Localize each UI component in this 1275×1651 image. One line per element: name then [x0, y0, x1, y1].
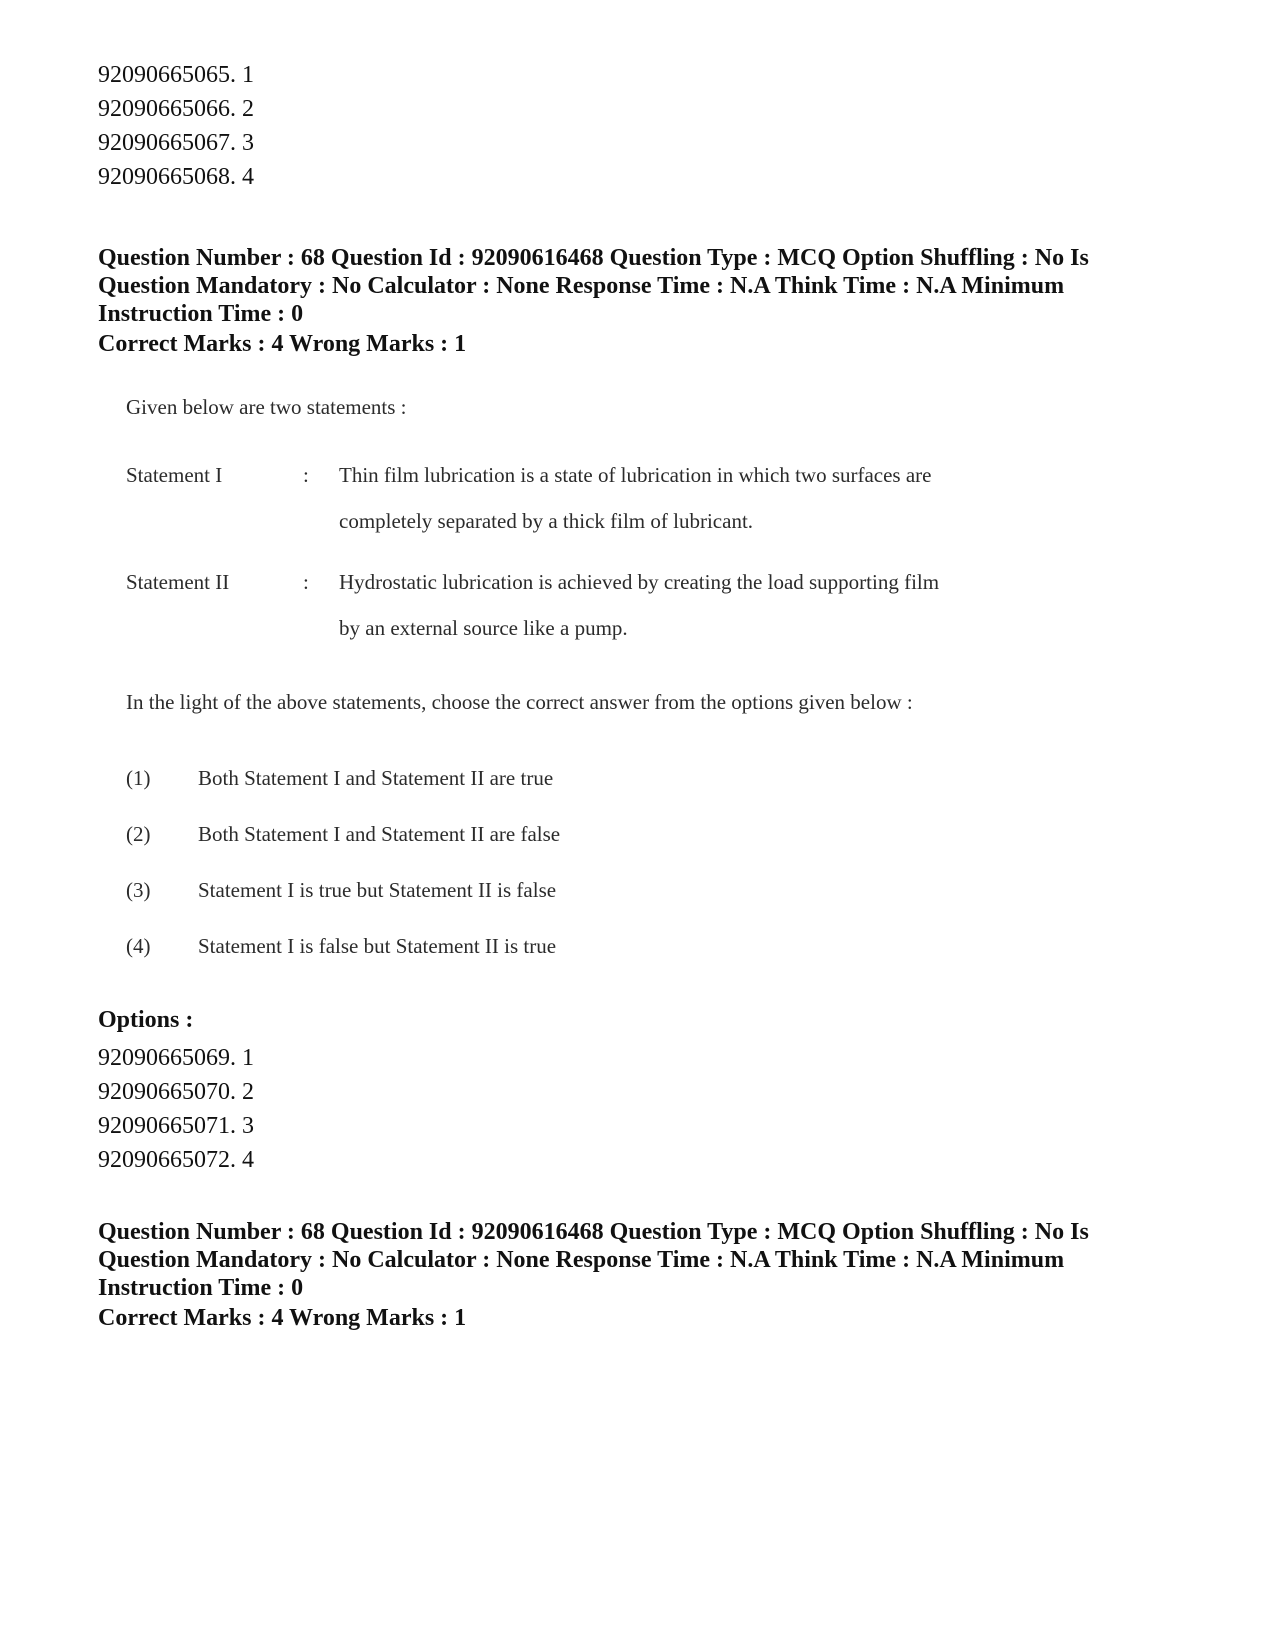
header-line: Question Number : 68 Question Id : 92090616468 Question Type : MCQ Option Shuffling : No Is	[98, 245, 1089, 271]
option-line: 92090665067. 3	[98, 130, 254, 156]
next-question-marks: Correct Marks : 4 Wrong Marks : 1	[98, 1305, 467, 1331]
choice-text: Statement I is true but Statement II is false	[198, 878, 557, 902]
options-list	[98, 1041, 254, 1177]
options-label: Options :	[98, 1007, 194, 1033]
statement-2-colon: :	[303, 570, 309, 594]
option-line: 92090665068. 4	[98, 164, 254, 190]
question-intro: Given below are two statements :	[126, 395, 407, 419]
header-line: Question Number : 68 Question Id : 92090616468 Question Type : MCQ Option Shuffling : No Is	[98, 1219, 1089, 1245]
statement-1-line-2: completely separated by a thick film of lubricant.	[339, 509, 754, 533]
option-line: 92090665065. 1	[98, 62, 254, 88]
statement-1-colon: :	[303, 463, 309, 487]
option-line: 92090665071. 3	[98, 1113, 254, 1139]
header-line: Instruction Time : 0	[98, 301, 304, 327]
option-line: 92090665072. 4	[98, 1147, 254, 1173]
question-marks: Correct Marks : 4 Wrong Marks : 1	[98, 331, 467, 357]
header-line: Question Mandatory : No Calculator : None Response Time : N.A Think Time : N.A Minimum	[98, 1247, 1065, 1273]
option-line: 92090665066. 2	[98, 96, 254, 122]
choice-text: Both Statement I and Statement II are false	[198, 822, 561, 846]
header-line: Instruction Time : 0	[98, 1275, 304, 1301]
choice-number: (4)	[126, 934, 151, 958]
statement-2-label: Statement II	[126, 570, 230, 594]
choice-text: Statement I is false but Statement II is true	[198, 934, 557, 958]
previous-options-list	[98, 58, 254, 194]
statement-2-line-1: Hydrostatic lubrication is achieved by creating the load supporting film	[339, 570, 940, 594]
option-line: 92090665070. 2	[98, 1079, 254, 1105]
option-line: 92090665069. 1	[98, 1045, 254, 1071]
choice-number: (3)	[126, 878, 151, 902]
choice-number: (2)	[126, 822, 151, 846]
next-question-header	[98, 1218, 1178, 1302]
choice-number: (1)	[126, 766, 151, 790]
statement-1-label: Statement I	[126, 463, 223, 487]
question-body	[126, 395, 1086, 958]
statement-2-line-2: by an external source like a pump.	[339, 616, 628, 640]
question-instruction: In the light of the above statements, choose the correct answer from the options given below :	[126, 690, 913, 714]
statement-1-line-1: Thin film lubrication is a state of lubrication in which two surfaces are	[339, 463, 932, 487]
question-header	[98, 244, 1178, 328]
header-line: Question Mandatory : No Calculator : None Response Time : N.A Think Time : N.A Minimum	[98, 273, 1065, 299]
choice-text: Both Statement I and Statement II are true	[198, 766, 554, 790]
